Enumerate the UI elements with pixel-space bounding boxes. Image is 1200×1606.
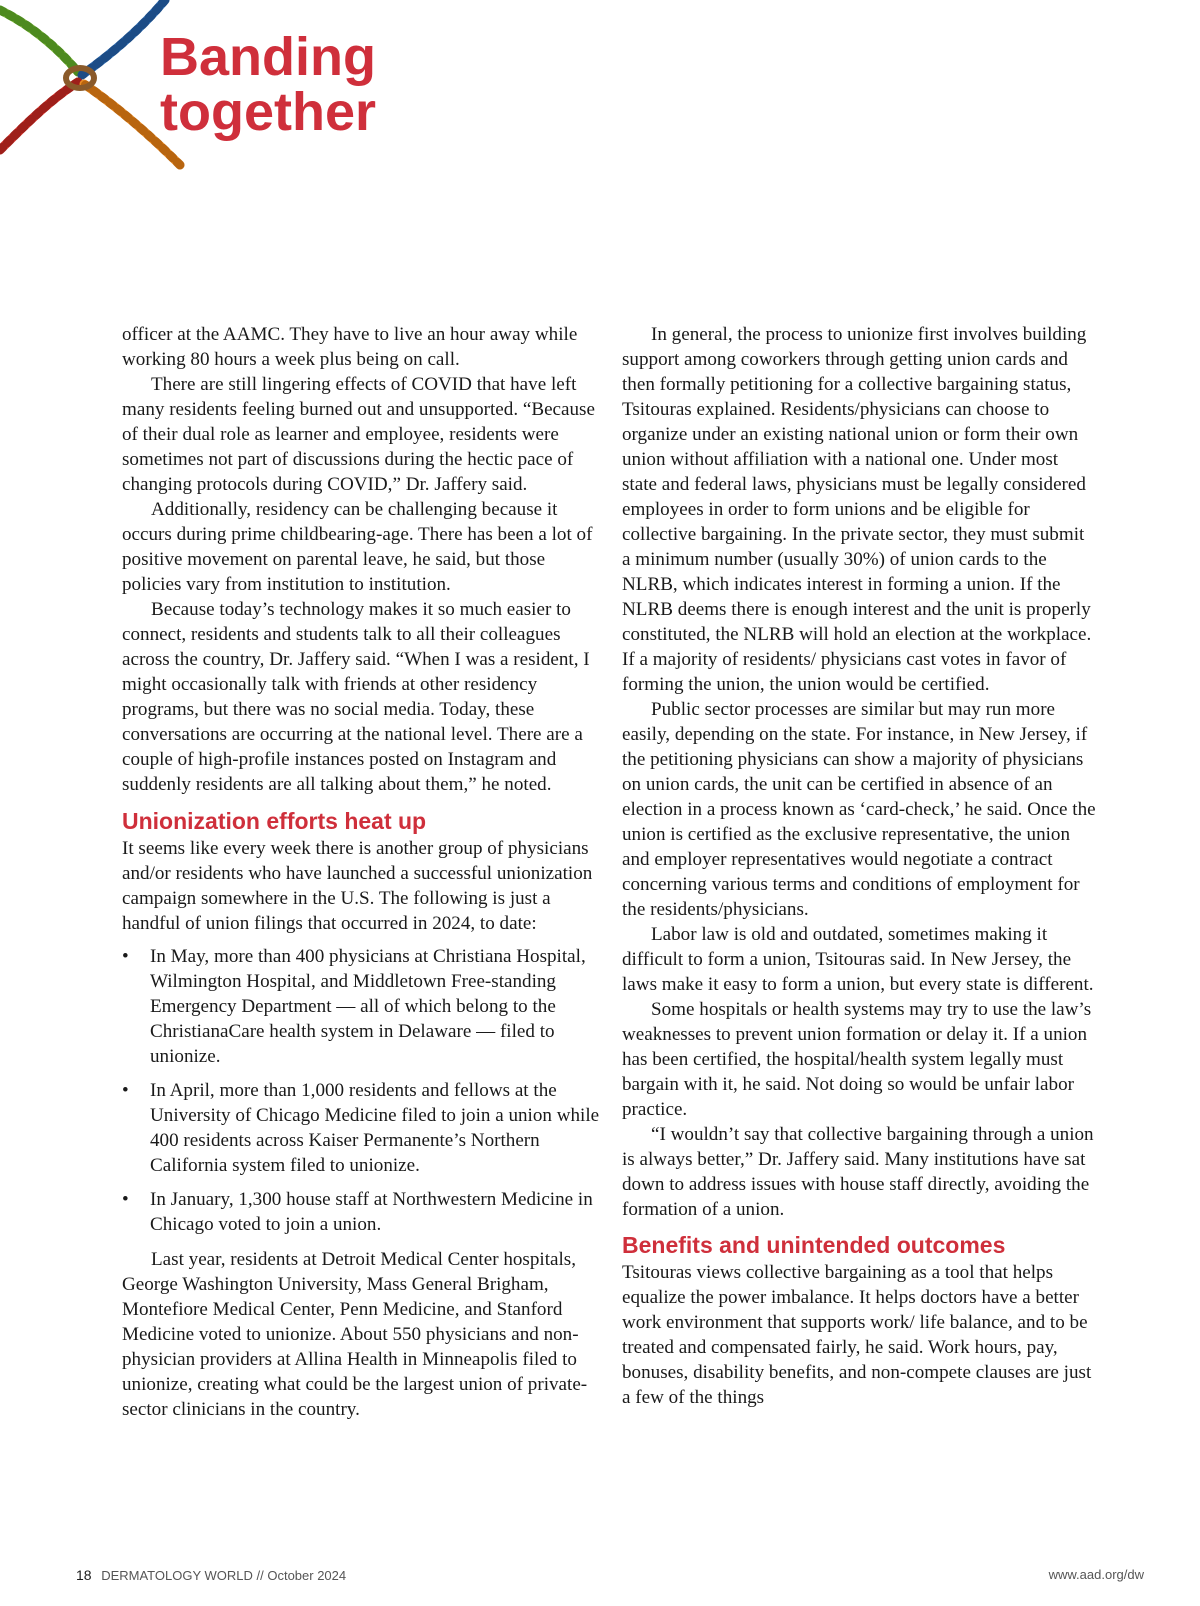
paragraph: Additionally, residency can be challenging because it occurs during prime childbearing-age. There has been a lot of positive movement on parental leave, he said, but those policies vary from institution to institution. <box>122 499 593 595</box>
left-column <box>122 322 600 1422</box>
list-item: • In April, more than 1,000 residents and fellows at the University of Chicago Medicine filed to join a union while 400 residents across Kaiser Permanente’s Northern California system filed to unionize. <box>122 1078 600 1178</box>
paragraph: There are still lingering effects of COVID that have left many residents feeling burned out and unsupported. “Because of their dual role as learner and employee, residents were sometimes not part of discussions during the hectic pace of changing protocols during COVID,” Dr. Jaffery said. <box>122 374 595 495</box>
blue-rope-twist <box>82 0 165 75</box>
paragraph: Last year, residents at Detroit Medical Center hospitals, George Washington University, Mass General Brigham, Montefiore Medical Center, Penn Medicine, and Stanford Medicine voted to unionize. About 550 physicians and non-physician providers at Allina Health in Minneapolis filed to unionize, creating what could be the largest union of private-sector clinicians in the country. <box>122 1249 588 1420</box>
paragraph: Labor law is old and outdated, sometimes making it difficult to form a union, Tsitouras said. In New Jersey, the laws make it easy to form a union, but every state is different. <box>622 924 1094 995</box>
footer-url: www.aad.org/dw <box>1048 1567 1144 1582</box>
section-heading-benefits: Benefits and unintended outcomes <box>622 1232 1006 1258</box>
list-item: • In January, 1,300 house staff at Northwestern Medicine in Chicago voted to join a union. <box>122 1187 600 1237</box>
headline-line-1: Banding <box>160 27 376 87</box>
article-headline <box>160 27 376 142</box>
red-rope-twist <box>0 82 78 150</box>
paragraph: Public sector processes are similar but may run more easily, depending on the state. For instance, in New Jersey, if the petitioning physicians can show a majority of physicians on union cards, the unit can be certified in absence of an election in a process known as ‘card-check,’ he said. Once the union is certified as the exclusive representative, the union and employer representatives would negotiate a contract concerning various terms and conditions of employment for the residents/physicians. <box>622 699 1096 920</box>
paragraph: Some hospitals or health systems may try to use the law’s weaknesses to prevent union formation or delay it. If a union has been certified, the hospital/health system legally must bargain with it, he said. Not doing so would be unfair labor practice. <box>622 999 1092 1120</box>
headline-line-2: together <box>160 82 376 142</box>
paragraph: It seems like every week there is another group of physicians and/or residents who have launched a successful unionization campaign somewhere in the U.S. The following is just a handful of union filings that occurred in 2024, to date: <box>122 838 593 934</box>
paragraph: In general, the process to unionize first involves building support among coworkers through getting union cards and then formally petitioning for a collective bargaining status, Tsitouras explained. Residents/physicians can choose to organize under an existing national union or form their own union without affiliation with a national one. Under most state and federal laws, physicians must be legally considered employees in order to form unions and be eligible for collective bargaining. In the private sector, they must submit a minimum number (usually 30%) of union cards to the NLRB, which indicates interest in forming a union. If the NLRB deems there is enough interest and the unit is properly constituted, the NLRB will hold an election at the workplace. If a majority of residents/ physicians cast votes in favor of forming the union, the union would be certified. <box>622 324 1092 695</box>
list-item: • In May, more than 400 physicians at Christiana Hospital, Wilmington Hospital, and Middletown Free-standing Emergency Department — all of which belong to the ChristianaCare health system in Delaware — filed to unionize. <box>122 944 600 1069</box>
paragraph: Because today’s technology makes it so much easier to connect, residents and students talk to all their colleagues across the country, Dr. Jaffery said. “When I was a resident, I might occasionally talk with friends at other residency programs, but there was no social media. Today, these conversations are occurring at the national level. There are a couple of high-profile instances posted on Instagram and suddenly residents are all talking about them,” he noted. <box>122 599 590 795</box>
paragraph: Tsitouras views collective bargaining as a tool that helps equalize the power imbalance. It helps doctors have a better work environment that supports work/ life balance, and to be treated and compensated fairly, he said. Work hours, pay, bonuses, disability benefits, and non-compete clauses are just a few of the things <box>622 1262 1092 1408</box>
paragraph: officer at the AAMC. They have to live an hour away while working 80 hours a week plus being on call. <box>122 324 578 370</box>
page-number: 18 <box>76 1567 92 1583</box>
section-heading-unionization: Unionization efforts heat up <box>122 808 427 834</box>
green-rope-twist <box>0 10 78 72</box>
publication-name: DERMATOLOGY WORLD // October 2024 <box>101 1568 347 1583</box>
footer-left <box>76 1567 346 1584</box>
union-filings-list <box>122 944 600 1237</box>
right-column <box>622 322 1097 1410</box>
paragraph: “I wouldn’t say that collective bargaining through a union is always better,” Dr. Jaffery said. Many institutions have sat down to address issues with house staff directly, avoiding the formation of a union. <box>622 1124 1094 1220</box>
